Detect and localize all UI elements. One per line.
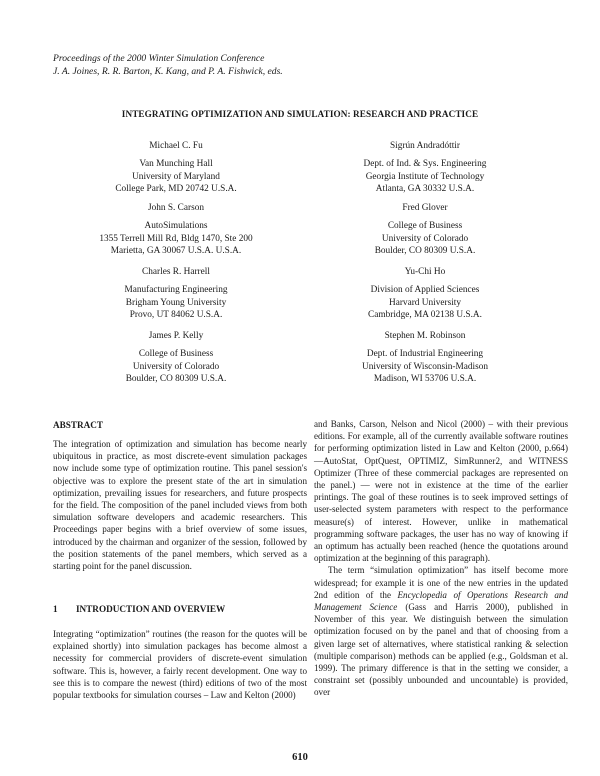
body-paragraph: and Banks, Carson, Nelson and Nicol (2000) – with their previous editions. For example, all of the currently available software routines for performing optimization listed in Law and Kelton (2000, p.664) —AutoStat, OptQuest, OPTIMIZ, SimRunner2, and WITNESS Optimizer (Three of these commercial packages are represented on the panel.) — were not in existence at the time of the earlier printings. The goal of these routines is to seek improved settings of user-selected system parameters with respect to the performance measure(s) of interest. However, unlike in mathematical programming software packages, the user has no way of knowing if an optimum has actually been reached (hence the quotations around optimization at the beginning of this paragraph). xyxy=(314,419,568,564)
intro-body xyxy=(53,628,307,701)
author-name: Michael C. Fu xyxy=(149,141,203,151)
author-affiliation: Dept. of Industrial Engineering xyxy=(366,348,484,359)
author-block xyxy=(76,330,276,386)
author-block xyxy=(325,202,525,258)
author-affiliation: Harvard University xyxy=(388,297,462,308)
intro-paragraph: Integrating “optimization” routines (the reason for the quotes will be explained shortly) into simulation packages has become almost a necessity for commercial providers of discrete-event simulation software. This is, however, a fairly recent development. One way to see this is to compare the newest (third) editions of two of the most popular textbooks for simulation courses – Law and Kelton (2000) xyxy=(53,629,307,701)
author-affiliation: University of Wisconsin-Madison xyxy=(362,361,488,372)
paper-title: INTEGRATING OPTIMIZATION AND SIMULATION: RESEARCH AND PRACTICE xyxy=(121,109,479,119)
author-affiliation: University of Maryland xyxy=(132,171,220,182)
author-name: James P. Kelly xyxy=(148,331,204,341)
encyclopedia-title: Encyclopedia of Operations Research and Management Science xyxy=(314,589,568,613)
author-address: Boulder, CO 80309 U.S.A. xyxy=(374,246,476,257)
author-block xyxy=(325,140,525,196)
author-name: Charles R. Harrell xyxy=(142,267,210,277)
right-column-body xyxy=(314,418,568,699)
author-affiliation: University of Colorado xyxy=(132,361,220,372)
abstract-body xyxy=(53,438,307,572)
proceedings-title: Proceedings of the 2000 Winter Simulation Conference xyxy=(53,53,265,64)
author-affiliation: Georgia Institute of Technology xyxy=(365,171,485,182)
author-block xyxy=(325,330,525,386)
author-affiliation: Dept. of Ind. & Sys. Engineering xyxy=(363,158,487,169)
author-block xyxy=(325,266,525,322)
author-name: Stephen M. Robinson xyxy=(384,331,466,341)
abstract-heading: ABSTRACT xyxy=(53,420,104,430)
author-name: John S. Carson xyxy=(147,203,205,213)
proceedings-editors: J. A. Joines, R. R. Barton, K. Kang, and P. A. Fishwick, eds. xyxy=(53,66,283,77)
author-block xyxy=(76,202,276,258)
body-text: The term “simulation optimization” has itself become more widespread; for example it is one of the new entries in the updated 2nd edition of the xyxy=(314,565,568,600)
author-affiliation: Brigham Young University xyxy=(125,297,227,308)
author-address: Marietta, GA 30067 U.S.A. U.S.A. xyxy=(110,246,242,257)
author-block xyxy=(76,266,276,322)
author-affiliation: University of Colorado xyxy=(381,233,469,244)
author-affiliation: 1355 Terrell Mill Rd, Bldg 1470, Ste 200 xyxy=(99,233,253,244)
author-name: Yu-Chi Ho xyxy=(404,267,446,277)
author-block xyxy=(76,140,276,196)
body-text: (Gass and Harris 2000), published in November of this year. We distinguish between the simulation optimization focused on by the panel and that of choosing from a given large set of alternatives, where statistical ranking & selection (multiple comparison) methods can be applied (e.g., Goldsman et al. 1999). The primary difference is that in the setting we consider, a constraint set (possibly unbounded and uncountable) is provided, over xyxy=(314,602,568,698)
author-address: Atlanta, GA 30332 U.S.A. xyxy=(375,184,475,195)
author-affiliation: College of Business xyxy=(138,348,214,359)
author-address: Cambridge, MA 02138 U.S.A. xyxy=(368,310,482,321)
abstract-paragraph: The integration of optimization and simulation has become nearly ubiquitous in practice, as most discrete-event simulation packages now include some type of optimization routine. This panel session's objective was to explore the present state of the art in simulation optimization, prevailing issues for researchers, and future prospects for the field. The composition of the panel included views from both simulation software developers and academic researchers. This Proceedings paper begins with a brief overview of some issues, introduced by the chairman and organizer of the session, followed by the position statements of the panel members, which served as a starting point for the panel discussion. xyxy=(53,439,307,572)
page-number: 610 xyxy=(292,752,308,763)
author-affiliation: Van Munching Hall xyxy=(139,158,213,169)
author-address: Provo, UT 84062 U.S.A. xyxy=(129,310,223,321)
author-affiliation: Division of Applied Sciences xyxy=(370,284,480,295)
author-affiliation: AutoSimulations xyxy=(144,220,208,231)
section-heading: 1 INTRODUCTION AND OVERVIEW xyxy=(53,604,226,614)
author-affiliation: College of Business xyxy=(387,220,463,231)
author-address: College Park, MD 20742 U.S.A. xyxy=(115,184,237,195)
author-affiliation: Manufacturing Engineering xyxy=(124,284,228,295)
author-address: Boulder, CO 80309 U.S.A. xyxy=(125,374,227,385)
author-name: Fred Glover xyxy=(402,203,448,213)
author-name: Sigrún Andradóttir xyxy=(390,141,460,151)
body-paragraph xyxy=(314,564,568,698)
author-address: Madison, WI 53706 U.S.A. xyxy=(373,374,477,385)
